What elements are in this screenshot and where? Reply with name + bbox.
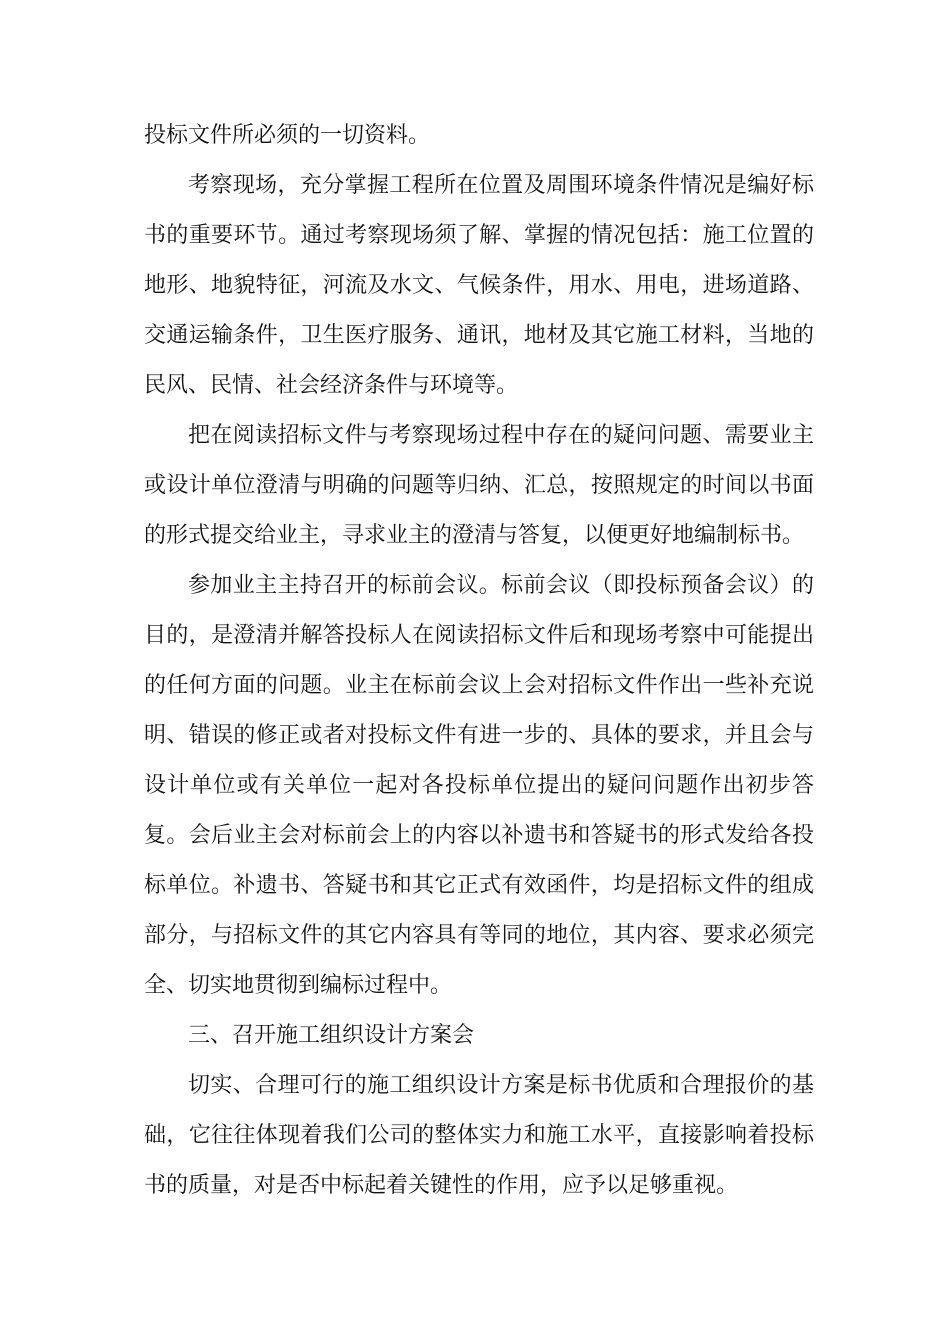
- paragraph-site-survey-line-5: 民风、民情、社会经济条件与环境等。: [144, 373, 519, 398]
- text-line-1: 投标文件所必须的一切资料。: [144, 123, 431, 148]
- paragraph-questions-line-3: 的形式提交给业主，寻求业主的澄清与答复，以便更好地编制标书。: [144, 523, 805, 548]
- section-heading: 三、召开施工组织设计方案会: [188, 1023, 475, 1048]
- paragraph-prebid-meeting-line-2: 目的，是澄清并解答投标人在阅读招标文件后和现场考察中可能提出: [144, 623, 814, 648]
- paragraph-prebid-meeting-line-3: 的任何方面的问题。业主在标前会议上会对招标文件作出一些补充说: [144, 673, 814, 698]
- paragraph-design-plan-line-1: 切实、合理可行的施工组织设计方案是标书优质和合理报价的基: [188, 1073, 814, 1098]
- paragraph-questions-line-2: 或设计单位澄清与明确的问题等归纳、汇总，按照规定的时间以书面: [144, 473, 814, 498]
- paragraph-design-plan-line-2: 础，它往往体现着我们公司的整体实力和施工水平，直接影响着投标: [144, 1123, 814, 1148]
- paragraph-prebid-meeting-line-5: 设计单位或有关单位一起对各投标单位提出的疑问问题作出初步答: [144, 773, 814, 798]
- paragraph-site-survey-line-3: 地形、地貌特征，河流及水文、气候条件，用水、用电，进场道路、: [144, 273, 814, 298]
- paragraph-prebid-meeting-line-6: 复。会后业主会对标前会上的内容以补遗书和答疑书的形式发给各投: [144, 823, 814, 848]
- paragraph-prebid-meeting-line-8: 部分，与招标文件的其它内容具有等同的地位，其内容、要求必须完: [144, 923, 814, 948]
- paragraph-prebid-meeting-line-4: 明、错误的修正或者对投标文件有进一步的、具体的要求，并且会与: [144, 723, 814, 748]
- paragraph-site-survey-line-4: 交通运输条件，卫生医疗服务、通讯，地材及其它施工材料，当地的: [144, 323, 814, 348]
- paragraph-prebid-meeting-line-9: 全、切实地贯彻到编标过程中。: [144, 973, 453, 998]
- paragraph-design-plan-line-3: 书的质量，对是否中标起着关键性的作用，应予以足够重视。: [144, 1173, 739, 1198]
- paragraph-questions-line-1: 把在阅读招标文件与考察现场过程中存在的疑问问题、需要业主: [188, 423, 814, 448]
- paragraph-site-survey-line-2: 书的重要环节。通过考察现场须了解、掌握的情况包括：施工位置的: [144, 223, 814, 248]
- paragraph-site-survey-line-1: 考察现场，充分掌握工程所在位置及周围环境条件情况是编好标: [188, 173, 814, 198]
- paragraph-prebid-meeting-line-1: 参加业主主持召开的标前会议。标前会议（即投标预备会议）的: [188, 573, 814, 598]
- paragraph-prebid-meeting-line-7: 标单位。补遗书、答疑书和其它正式有效函件，均是招标文件的组成: [144, 873, 814, 898]
